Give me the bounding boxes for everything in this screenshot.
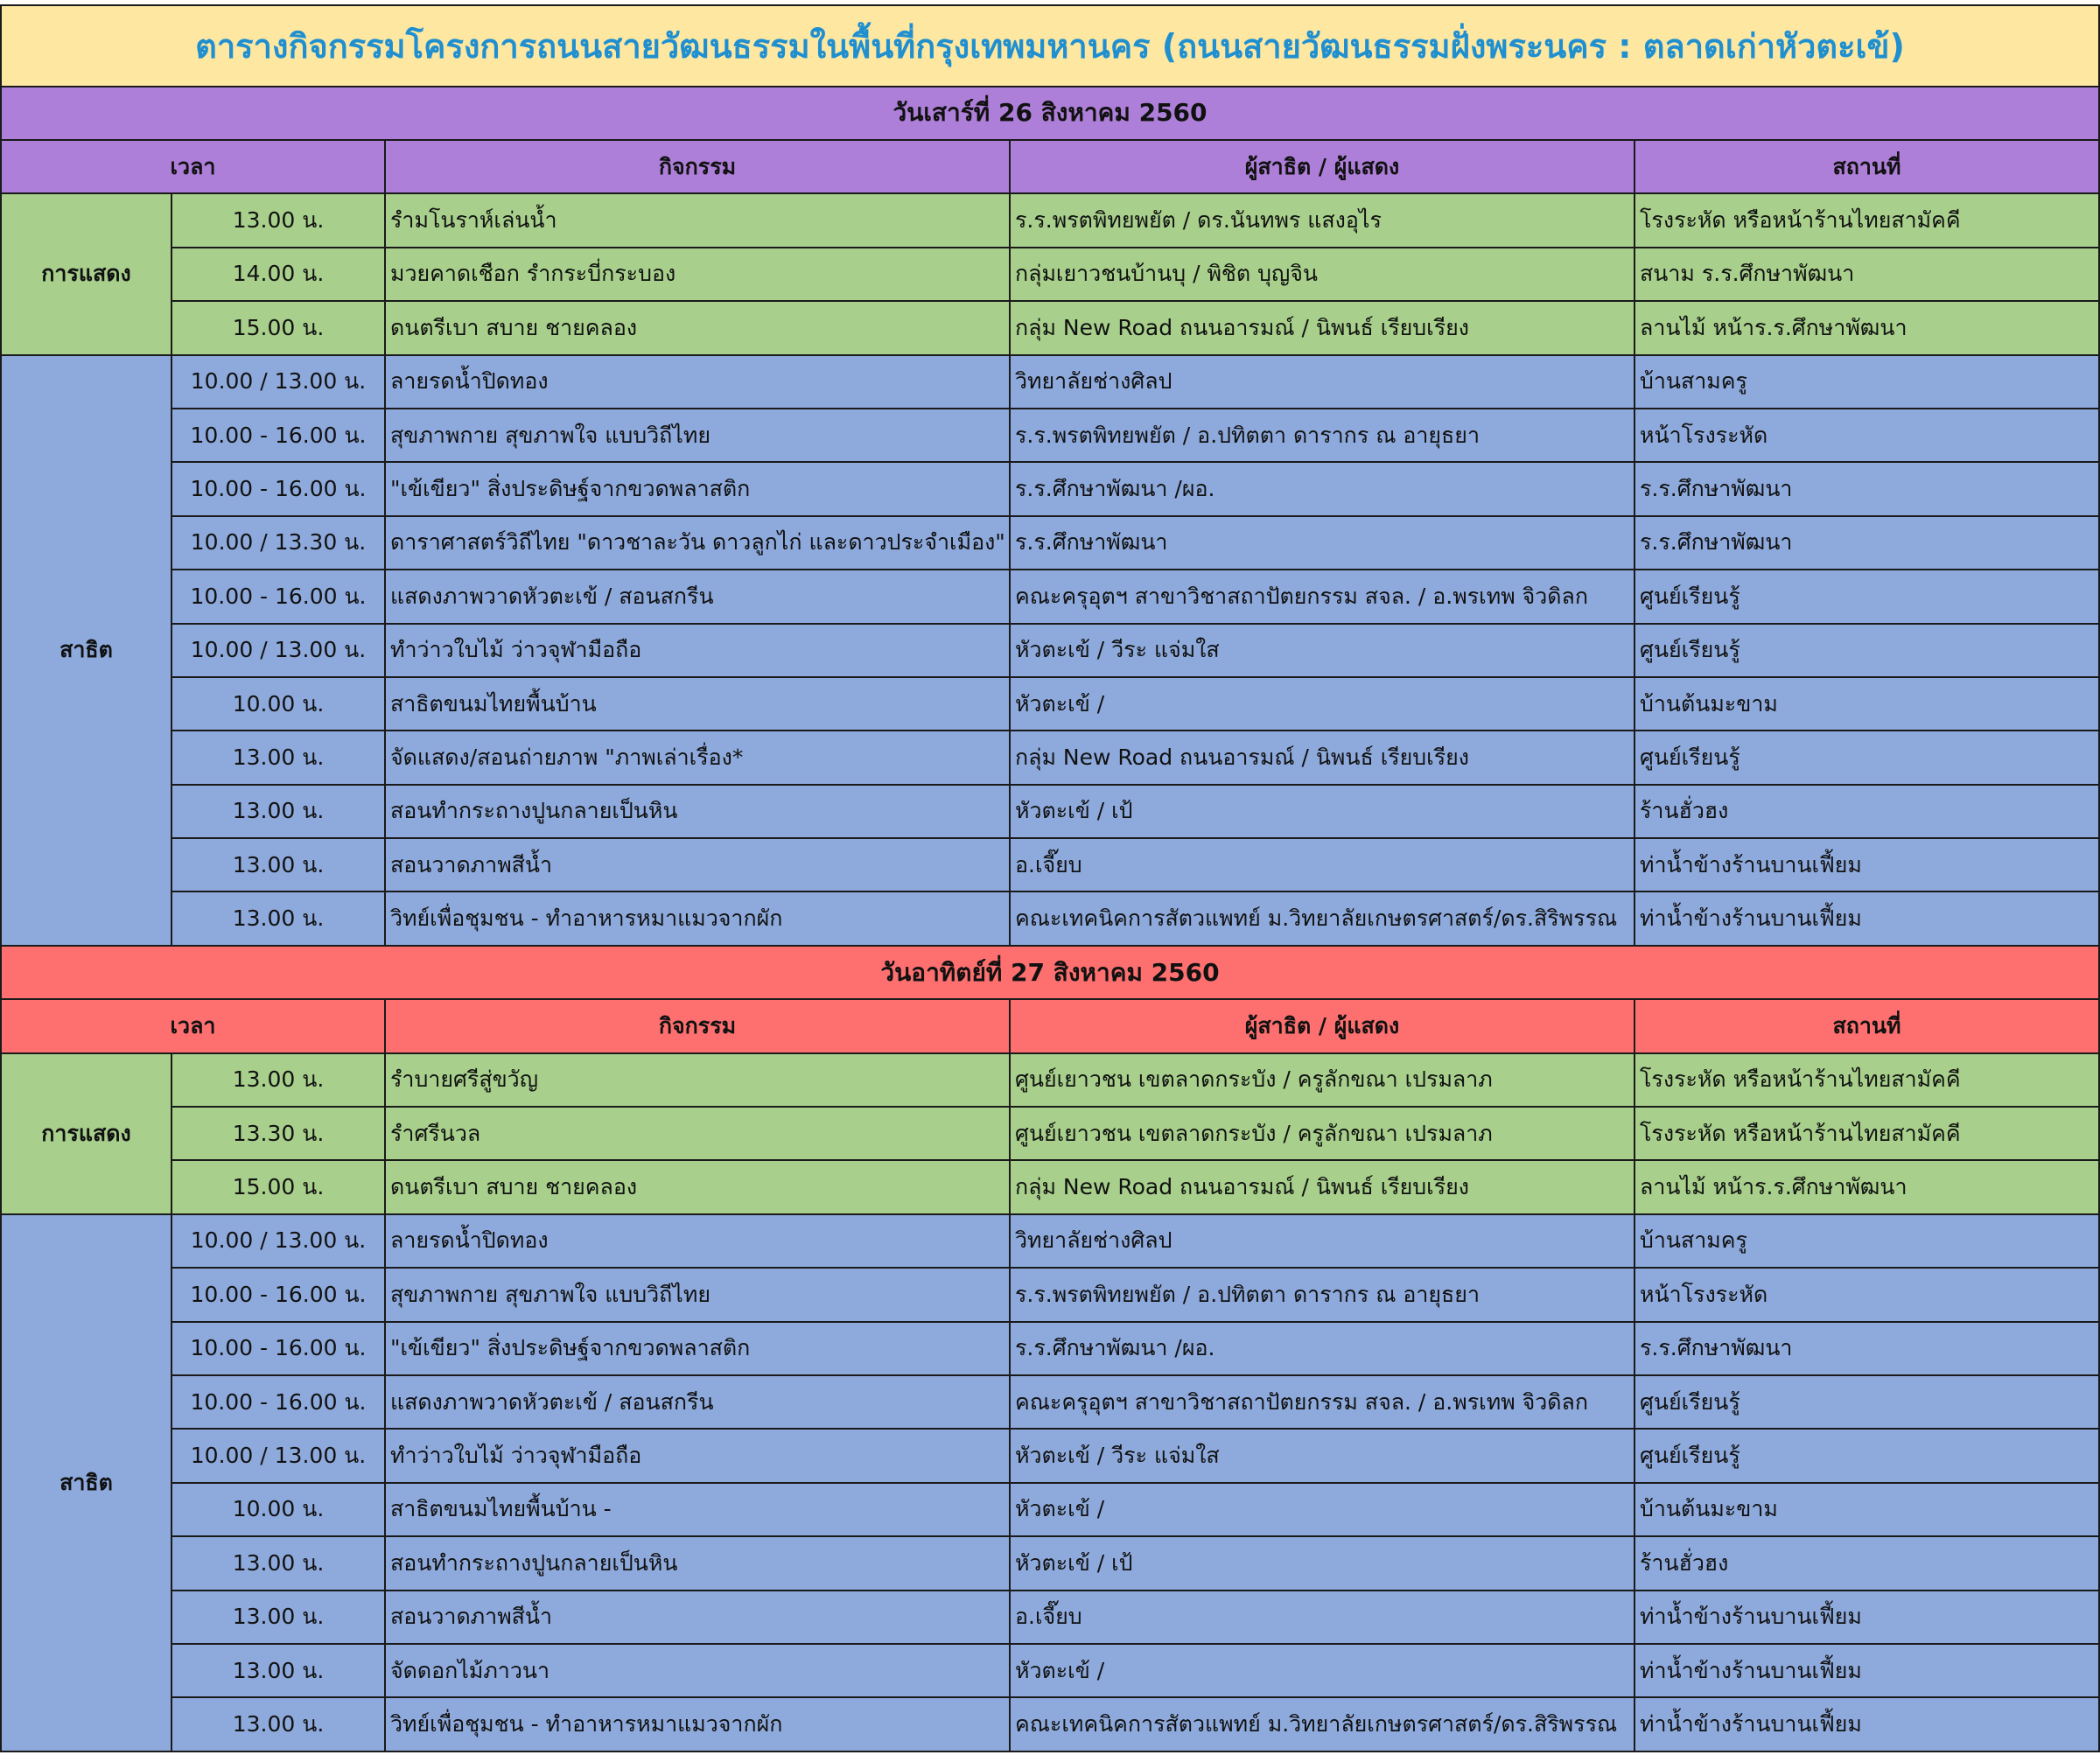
performer-cell: หัวตะเข้ / เป้ [1010,1536,1634,1590]
table-row [1,1214,2099,1268]
location-cell: ศูนย์เรียนรู้ [1634,570,2099,623]
time-cell: 13.00 น. [172,731,385,784]
performer-cell: คณะเทคนิคการสัตวแพทย์ ม.วิทยาลัยเกษตรศาสตร์/ดร.สิริพรรณ [1010,1697,1634,1752]
table-row [1,1483,2099,1536]
table-row [1,1429,2099,1482]
time-cell: 15.00 น. [172,1160,385,1213]
page-title: ตารางกิจกรรมโครงการถนนสายวัฒนธรรมในพื้นที่กรุงเทพมหานคร (ถนนสายวัฒนธรรมฝั่งพระนคร : ตลาดเก่าหัวตะเข้) [1,5,2099,87]
time-cell: 10.00 / 13.00 น. [172,1214,385,1268]
day-row [1,87,2099,140]
activity-cell: สอนทำกระถางปูนกลายเป็นหิน [385,1536,1010,1590]
schedule-table [0,4,2100,1752]
performer-cell: ร.ร.พรตพิทยพยัต / ดร.นันทพร แสงอุไร [1010,193,1634,247]
time-cell: 10.00 น. [172,677,385,731]
location-cell: ร.ร.ศึกษาพัฒนา [1634,1322,2099,1375]
column-header-row [1,140,2099,193]
time-cell: 10.00 / 13.30 น. [172,516,385,570]
table-row [1,1268,2099,1321]
activity-cell: สอนทำกระถางปูนกลายเป็นหิน [385,785,1010,838]
column-header-row [1,999,2099,1052]
table-row [1,1107,2099,1160]
header-performer: ผู้สาธิต / ผู้แสดง [1010,999,1634,1052]
title-row [1,5,2099,87]
location-cell: ร.ร.ศึกษาพัฒนา [1634,516,2099,570]
time-cell: 10.00 - 16.00 น. [172,570,385,623]
location-cell: ท่าน้ำข้างร้านบานเฟี้ยม [1634,1644,2099,1697]
header-activity: กิจกรรม [385,999,1010,1052]
location-cell: ศูนย์เรียนรู้ [1634,1375,2099,1429]
category-cell: การแสดง [1,1053,172,1214]
table-row [1,1160,2099,1213]
location-cell: ร้านฮั่วฮง [1634,1536,2099,1590]
activity-cell: มวยคาดเชือก รำกระบี่กระบอง [385,248,1010,301]
location-cell: บ้านสามครู [1634,1214,2099,1268]
location-cell: โรงระหัด หรือหน้าร้านไทยสามัคคี [1634,193,2099,247]
location-cell: ศูนย์เรียนรู้ [1634,731,2099,784]
time-cell: 10.00 - 16.00 น. [172,409,385,462]
time-cell: 13.00 น. [172,785,385,838]
activity-cell: ดาราศาสตร์วิถีไทย "ดาวชาละวัน ดาวลูกไก่ และดาวประจำเมือง" [385,516,1010,570]
location-cell: โรงระหัด หรือหน้าร้านไทยสามัคคี [1634,1053,2099,1107]
time-cell: 10.00 / 13.00 น. [172,1429,385,1482]
table-row [1,677,2099,731]
time-cell: 15.00 น. [172,301,385,354]
location-cell: ท่าน้ำข้างร้านบานเฟี้ยม [1634,891,2099,945]
time-cell: 13.00 น. [172,1697,385,1752]
performer-cell: ร.ร.ศึกษาพัฒนา /ผอ. [1010,462,1634,515]
location-cell: บ้านต้นมะขาม [1634,677,2099,731]
activity-cell: "เข้เขียว" สิ่งประดิษฐ์จากขวดพลาสติก [385,462,1010,515]
activity-cell: แสดงภาพวาดหัวตะเข้ / สอนสกรีน [385,570,1010,623]
performer-cell: หัวตะเข้ / วีระ แจ่มใส [1010,1429,1634,1482]
location-cell: ร้านฮั่วฮง [1634,785,2099,838]
location-cell: ท่าน้ำข้างร้านบานเฟี้ยม [1634,1591,2099,1644]
performer-cell: กลุ่ม New Road ถนนอารมณ์ / นิพนธ์ เรียบเรียง [1010,1160,1634,1213]
performer-cell: หัวตะเข้ / [1010,677,1634,731]
time-cell: 10.00 - 16.00 น. [172,1268,385,1321]
performer-cell: กลุ่มเยาวชนบ้านบุ / พิชิต บุญจิน [1010,248,1634,301]
performer-cell: กลุ่ม New Road ถนนอารมณ์ / นิพนธ์ เรียบเรียง [1010,731,1634,784]
time-cell: 10.00 / 13.00 น. [172,624,385,677]
performer-cell: ร.ร.ศึกษาพัฒนา /ผอ. [1010,1322,1634,1375]
activity-cell: สาธิตขนมไทยพื้นบ้าน [385,677,1010,731]
time-cell: 13.00 น. [172,1591,385,1644]
performer-cell: หัวตะเข้ / [1010,1644,1634,1697]
activity-cell: ดนตรีเบา สบาย ชายคลอง [385,1160,1010,1213]
location-cell: ท่าน้ำข้างร้านบานเฟี้ยม [1634,1697,2099,1752]
table-row [1,355,2099,409]
table-row [1,624,2099,677]
time-cell: 14.00 น. [172,248,385,301]
table-row [1,785,2099,838]
table-row [1,409,2099,462]
time-cell: 10.00 - 16.00 น. [172,1375,385,1429]
header-time: เวลา [1,999,385,1052]
table-row [1,1536,2099,1590]
activity-cell: รำศรีนวล [385,1107,1010,1160]
performer-cell: อ.เจี๊ยบ [1010,1591,1634,1644]
table-row [1,838,2099,891]
location-cell: ลานไม้ หน้าร.ร.ศึกษาพัฒนา [1634,1160,2099,1213]
time-cell: 13.30 น. [172,1107,385,1160]
performer-cell: หัวตะเข้ / [1010,1483,1634,1536]
activity-cell: สอนวาดภาพสีน้ำ [385,1591,1010,1644]
activity-cell: แสดงภาพวาดหัวตะเข้ / สอนสกรีน [385,1375,1010,1429]
table-row [1,462,2099,515]
location-cell: บ้านต้นมะขาม [1634,1483,2099,1536]
activity-cell: รำมโนราห์เล่นน้ำ [385,193,1010,247]
activity-cell: สุขภาพกาย สุขภาพใจ แบบวิถีไทย [385,1268,1010,1321]
location-cell: ศูนย์เรียนรู้ [1634,1429,2099,1482]
activity-cell: ทำว่าวใบไม้ ว่าวจุฬามือถือ [385,624,1010,677]
table-row [1,1375,2099,1429]
day-label: วันเสาร์ที่ 26 สิงหาคม 2560 [1,87,2099,140]
table-row [1,891,2099,945]
header-location: สถานที่ [1634,140,2099,193]
location-cell: หน้าโรงระหัด [1634,409,2099,462]
location-cell: ร.ร.ศึกษาพัฒนา [1634,462,2099,515]
activity-cell: ดนตรีเบา สบาย ชายคลอง [385,301,1010,354]
time-cell: 10.00 - 16.00 น. [172,462,385,515]
performer-cell: วิทยาลัยช่างศิลป [1010,1214,1634,1268]
time-cell: 13.00 น. [172,1053,385,1107]
location-cell: ลานไม้ หน้าร.ร.ศึกษาพัฒนา [1634,301,2099,354]
activity-cell: ทำว่าวใบไม้ ว่าวจุฬามือถือ [385,1429,1010,1482]
table-row [1,731,2099,784]
activity-cell: จัดดอกไม้ภาวนา [385,1644,1010,1697]
performer-cell: คณะเทคนิคการสัตวแพทย์ ม.วิทยาลัยเกษตรศาสตร์/ดร.สิริพรรณ [1010,891,1634,945]
table-row [1,248,2099,301]
location-cell: หน้าโรงระหัด [1634,1268,2099,1321]
time-cell: 10.00 / 13.00 น. [172,355,385,409]
performer-cell: หัวตะเข้ / เป้ [1010,785,1634,838]
location-cell: ท่าน้ำข้างร้านบานเฟี้ยม [1634,838,2099,891]
time-cell: 13.00 น. [172,1536,385,1590]
table-row [1,570,2099,623]
time-cell: 13.00 น. [172,193,385,247]
activity-cell: สาธิตขนมไทยพื้นบ้าน - [385,1483,1010,1536]
location-cell: สนาม ร.ร.ศึกษาพัฒนา [1634,248,2099,301]
time-cell: 13.00 น. [172,838,385,891]
activity-cell: รำบายศรีสู่ขวัญ [385,1053,1010,1107]
performer-cell: หัวตะเข้ / วีระ แจ่มใส [1010,624,1634,677]
performer-cell: ร.ร.พรตพิทยพยัต / อ.ปทิตตา ดารากร ณ อายุธยา [1010,1268,1634,1321]
day-row [1,946,2099,999]
activity-cell: สุขภาพกาย สุขภาพใจ แบบวิถีไทย [385,409,1010,462]
header-performer: ผู้สาธิต / ผู้แสดง [1010,140,1634,193]
table-row [1,1644,2099,1697]
activity-cell: สอนวาดภาพสีน้ำ [385,838,1010,891]
category-cell: การแสดง [1,193,172,354]
activity-cell: ลายรดน้ำปิดทอง [385,355,1010,409]
activity-cell: จัดแสดง/สอนถ่ายภาพ "ภาพเล่าเรื่อง* [385,731,1010,784]
header-location: สถานที่ [1634,999,2099,1052]
table-row [1,516,2099,570]
performer-cell: อ.เจี๊ยบ [1010,838,1634,891]
location-cell: โรงระหัด หรือหน้าร้านไทยสามัคคี [1634,1107,2099,1160]
table-row [1,1697,2099,1752]
performer-cell: ศูนย์เยาวชน เขตลาดกระบัง / ครูลักขณา เปรมลาภ [1010,1107,1634,1160]
time-cell: 13.00 น. [172,891,385,945]
performer-cell: กลุ่ม New Road ถนนอารมณ์ / นิพนธ์ เรียบเรียง [1010,301,1634,354]
performer-cell: ร.ร.ศึกษาพัฒนา [1010,516,1634,570]
time-cell: 13.00 น. [172,1644,385,1697]
location-cell: บ้านสามครู [1634,355,2099,409]
time-cell: 10.00 น. [172,1483,385,1536]
activity-cell: วิทย์เพื่อชุมชน - ทำอาหารหมาแมวจากผัก [385,1697,1010,1752]
table-row [1,193,2099,247]
category-cell: สาธิต [1,355,172,946]
category-cell: สาธิต [1,1214,172,1752]
day-label: วันอาทิตย์ที่ 27 สิงหาคม 2560 [1,946,2099,999]
activity-cell: วิทย์เพื่อชุมชน - ทำอาหารหมาแมวจากผัก [385,891,1010,945]
performer-cell: ร.ร.พรตพิทยพยัต / อ.ปทิตตา ดารากร ณ อายุธยา [1010,409,1634,462]
performer-cell: ศูนย์เยาวชน เขตลาดกระบัง / ครูลักขณา เปรมลาภ [1010,1053,1634,1107]
table-row [1,1322,2099,1375]
header-time: เวลา [1,140,385,193]
performer-cell: คณะครุอุตฯ สาขาวิชาสถาปัตยกรรม สจล. / อ.พรเทพ จิวดิลก [1010,570,1634,623]
table-row [1,1591,2099,1644]
performer-cell: คณะครุอุตฯ สาขาวิชาสถาปัตยกรรม สจล. / อ.พรเทพ จิวดิลก [1010,1375,1634,1429]
table-row [1,301,2099,354]
performer-cell: วิทยาลัยช่างศิลป [1010,355,1634,409]
time-cell: 10.00 - 16.00 น. [172,1322,385,1375]
location-cell: ศูนย์เรียนรู้ [1634,624,2099,677]
table-row [1,1053,2099,1107]
header-activity: กิจกรรม [385,140,1010,193]
activity-cell: ลายรดน้ำปิดทอง [385,1214,1010,1268]
activity-cell: "เข้เขียว" สิ่งประดิษฐ์จากขวดพลาสติก [385,1322,1010,1375]
